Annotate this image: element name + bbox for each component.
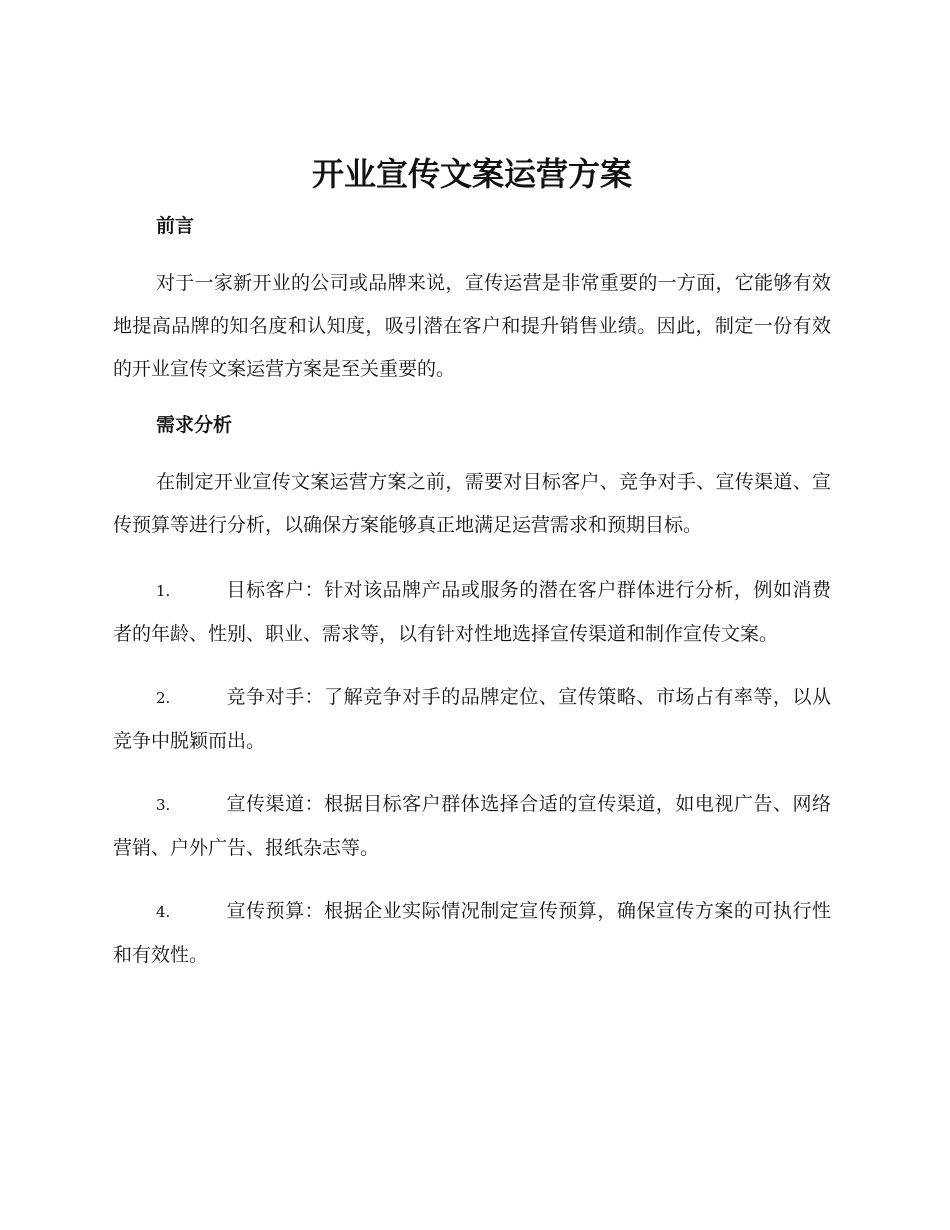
list-item-number: 3. [156,796,171,814]
list-item [113,783,831,870]
list-item-number: 2. [156,689,171,707]
list-item [113,676,831,763]
document-page [113,150,831,997]
list-item-text: 宣传渠道：根据目标客户群体选择合适的宣传渠道，如电视广告、网络营销、户外广告、报纸杂志等。 [113,793,831,859]
list-item-text: 目标客户：针对该品牌产品或服务的潜在客户群体进行分析，例如消费者的年龄、性别、职业、需求等，以有针对性地选择宣传渠道和制作宣传文案。 [113,579,831,645]
list-item-text: 宣传预算：根据企业实际情况制定宣传预算，确保宣传方案的可执行性和有效性。 [113,900,831,966]
section-heading-needs-analysis: 需求分析 [156,414,233,436]
list-item-number: 4. [156,903,171,921]
section-paragraph-needs-analysis: 在制定开业宣传文案运营方案之前，需要对目标客户、竞争对手、宣传渠道、宣传预算等进行分析，以确保方案能够真正地满足运营需求和预期目标。 [113,471,831,536]
page-title: 开业宣传文案运营方案 [311,155,632,193]
list-item [113,569,831,656]
section-heading-preface: 前言 [156,215,195,237]
section-paragraph-preface: 对于一家新开业的公司或品牌来说，宣传运营是非常重要的一方面，它能够有效地提高品牌的知名度和认知度，吸引潜在客户和提升销售业绩。因此，制定一份有效的开业宣传文案运营方案是至关重要的。 [113,272,831,380]
list-item [113,890,831,977]
list-item-text: 竞争对手：了解竞争对手的品牌定位、宣传策略、市场占有率等，以从竞争中脱颖而出。 [113,686,831,752]
list-item-number: 1. [156,582,171,600]
